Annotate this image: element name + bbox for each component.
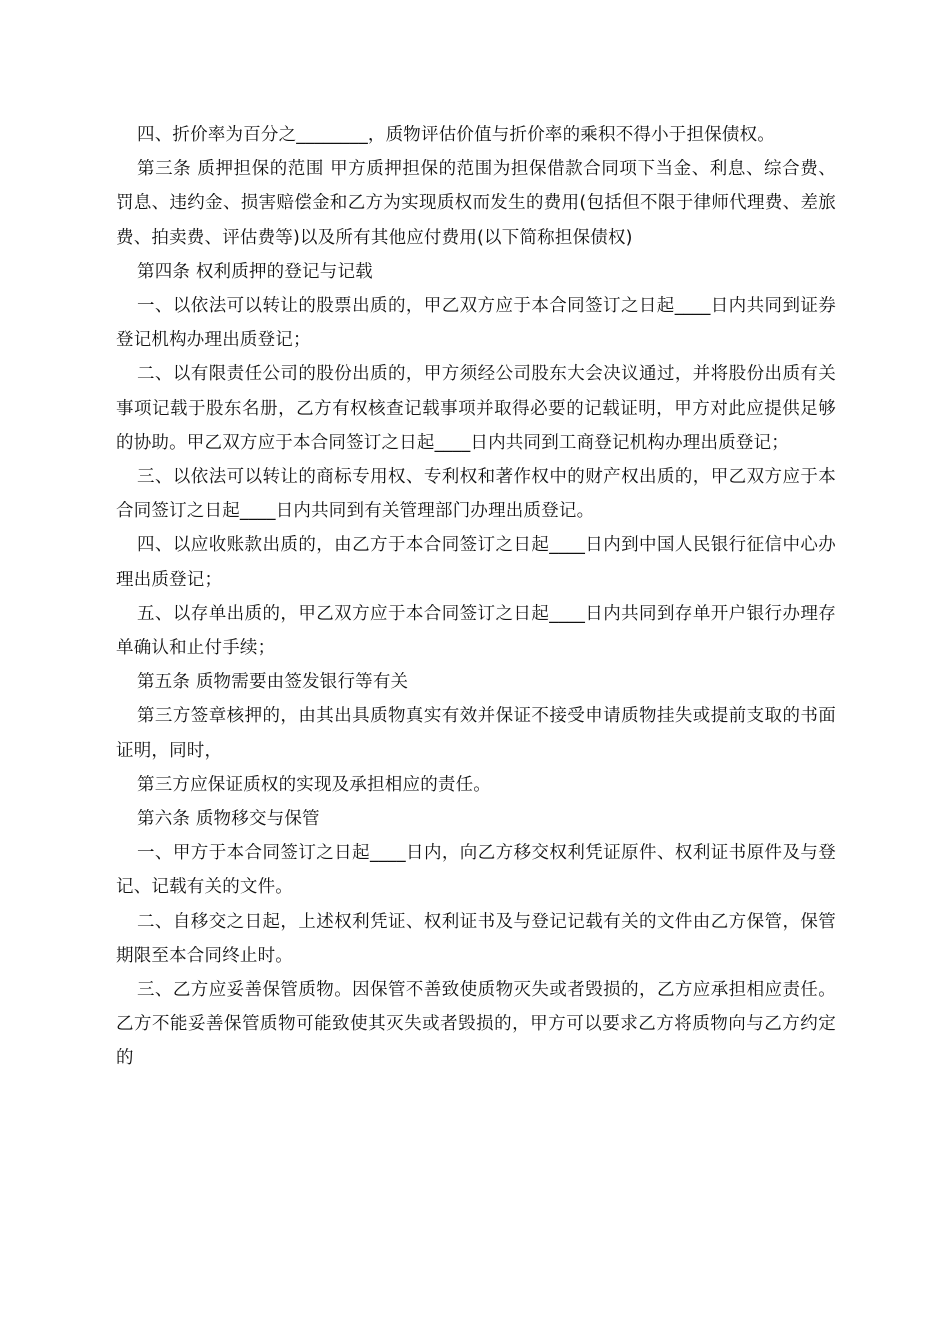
paragraph-article-6-item-1: 一、甲方于本合同签订之日起____日内，向乙方移交权利凭证原件、权利证书原件及与登记、记载有关的文件。 [116, 843, 836, 898]
paragraph-article-6-item-3: 三、乙方应妥善保管质物。因保管不善致使质物灭失或者毁损的，乙方应承担相应责任。 乙方不能妥善保管质物可能致使其灭失或者毁损的，甲方可以要求乙方将质物向与乙方约定的 [116, 980, 836, 1069]
paragraph-article-4-item-4: 四、以应收账款出质的，由乙方于本合同签订之日起____日内到中国人民银行征信中心办理出质登记； [116, 535, 836, 590]
paragraph-article-4-item-1: 一、以依法可以转让的股票出质的，甲乙双方应于本合同签订之日起____日内共同到证券登记机构办理出质登记； [116, 296, 836, 351]
paragraph-article-5-text-2: 第三方应保证质权的实现及承担相应的责任。 [137, 774, 491, 795]
document-body [116, 118, 836, 1076]
paragraph-article-3: 第三条 质押担保的范围 甲方质押担保的范围为担保借款合同项下当金、利息、综合费、罚息、违约金、损害赔偿金和乙方为实现质权而发生的费用(包括但不限于律师代理费、差旅费、拍卖费、评估费等)以及所有其他应付费用(以下简称担保债权) [116, 159, 836, 248]
paragraph-article-5-heading: 第五条 质物需要由签发银行等有关 [137, 672, 409, 693]
paragraph-article-6-item-2: 二、自移交之日起，上述权利凭证、权利证书及与登记记载有关的文件由乙方保管，保管期限至本合同终止时。 [116, 911, 836, 966]
paragraph-discount-rate: 四、折价率为百分之________，质物评估价值与折价率的乘积不得小于担保债权。 [137, 125, 775, 145]
paragraph-article-4-item-5: 五、以存单出质的，甲乙双方应于本合同签订之日起____日内共同到存单开户银行办理存单确认和止付手续； [116, 603, 836, 659]
paragraph-article-4-item-2: 二、以有限责任公司的股份出质的，甲方须经公司股东大会决议通过，并将股份出质有关事项记载于股东名册，乙方有权核查记载事项并取得必要的记载证明，甲方对此应提供足够的协助。甲乙双方应于本合同签订之日起____日内共同到工商登记机构办理出质登记； [116, 364, 836, 453]
paragraph-article-4-heading: 第四条 权利质押的登记与记载 [137, 261, 373, 282]
paragraph-article-6-heading: 第六条 质物移交与保管 [137, 809, 320, 830]
paragraph-article-4-item-3: 三、以依法可以转让的商标专用权、专利权和著作权中的财产权出质的，甲乙双方应于本合同签订之日起____日内共同到有关管理部门办理出质登记。 [116, 467, 836, 522]
paragraph-article-5-text-1: 第三方签章核押的，由其出具质物真实有效并保证不接受申请质物挂失或提前支取的书面证明，同时， [116, 706, 836, 761]
